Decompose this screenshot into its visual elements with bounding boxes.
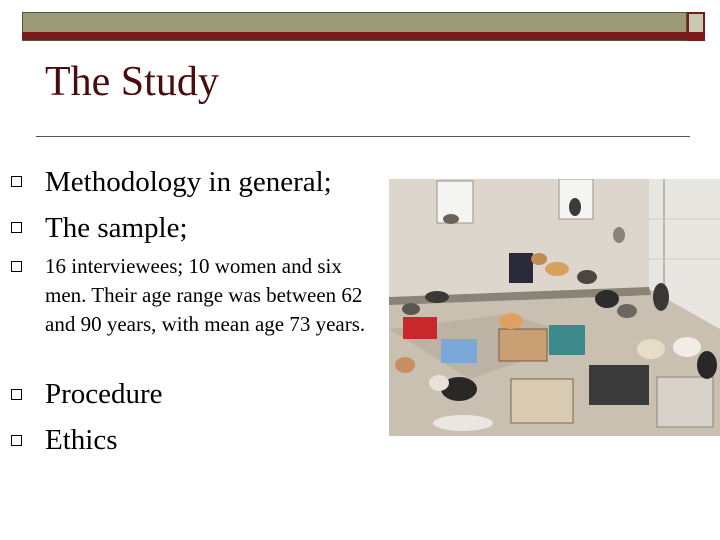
cats-room-photo bbox=[389, 179, 720, 436]
bullet-text: Ethics bbox=[45, 424, 118, 456]
title-divider bbox=[36, 136, 690, 137]
header-corner-block-inner bbox=[689, 14, 703, 32]
hollow-square-bullet-icon bbox=[11, 261, 22, 272]
slide-title: The Study bbox=[45, 59, 219, 105]
hollow-square-bullet-icon bbox=[11, 176, 22, 187]
header-band-accent bbox=[22, 32, 687, 40]
photo-illustration bbox=[389, 179, 720, 436]
bullet-text: 16 interviewees; 10 women and six men. Their age range was between 62 and 90 years, with mean age 73 years. bbox=[45, 254, 366, 336]
hollow-square-bullet-icon bbox=[11, 389, 22, 400]
hollow-square-bullet-icon bbox=[11, 222, 22, 233]
hollow-square-bullet-icon bbox=[11, 435, 22, 446]
bullet-text: Methodology in general; bbox=[45, 166, 332, 198]
bullet-text: Procedure bbox=[45, 378, 163, 410]
bullet-text: The sample; bbox=[45, 212, 188, 244]
